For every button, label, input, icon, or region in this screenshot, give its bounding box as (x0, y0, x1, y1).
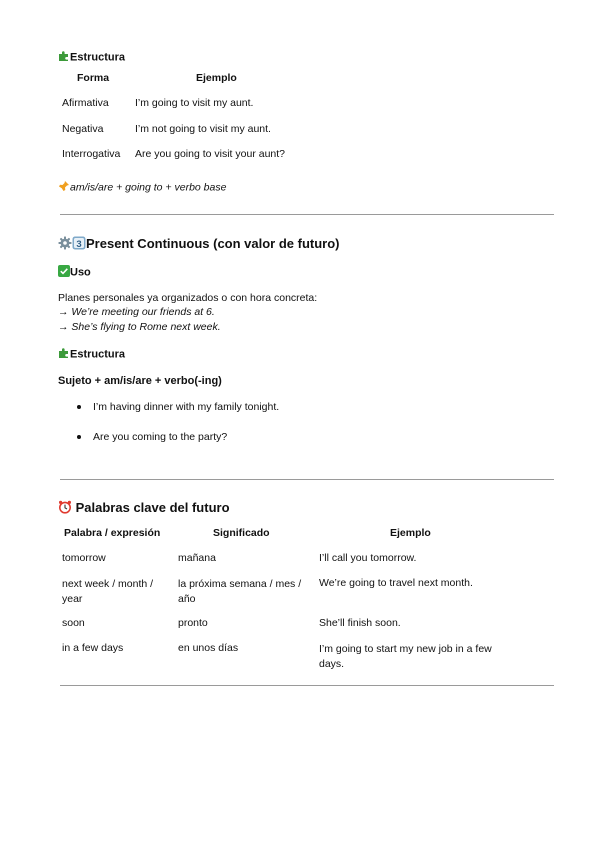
check-mark-icon (58, 265, 70, 280)
table-cell-example: She’ll finish soon. (319, 617, 401, 629)
bullet-dot (77, 435, 81, 439)
table-cell-example: I’m going to visit my aunt. (135, 97, 254, 109)
table-cell-example: I’m not going to visit my aunt. (135, 123, 271, 135)
example-line: → She’s flying to Rome next week. (58, 321, 221, 333)
keycap-3-icon (72, 236, 86, 253)
table-cell-example: I’m going to start my new job in a few days. (319, 643, 492, 670)
puzzle-icon (58, 50, 70, 65)
table-cell-form: Afirmativa (62, 97, 109, 109)
svg-text:3: 3 (76, 238, 82, 250)
uso-text: Planes personales ya organizados o con hora concreta: (58, 292, 318, 304)
bullet-dot (77, 405, 81, 409)
table-cell-form: Negativa (62, 123, 104, 135)
list-item: I’m having dinner with my family tonight. (93, 401, 280, 413)
section2-title: 3 Present Continuous (con valor de futuro) (58, 236, 340, 253)
example-line: → We’re meeting our friends at 6. (58, 306, 215, 318)
table-header-significado: Significado (213, 527, 270, 539)
puzzle-icon (58, 347, 70, 362)
uso-heading: Uso (58, 265, 91, 280)
divider (60, 214, 554, 215)
pushpin-icon (58, 180, 70, 195)
section1-heading: Estructura (58, 50, 125, 65)
table-cell-word: next week / month / year (62, 578, 154, 605)
table-cell-form: Interrogativa (62, 148, 121, 160)
estructura-heading: Estructura (58, 347, 125, 362)
table-cell-meaning: mañana (178, 552, 216, 564)
table-header-palabra: Palabra / expresión (64, 527, 161, 539)
alarm-clock-icon (58, 500, 72, 517)
gear-icon (58, 236, 72, 253)
table-cell-example: We’re going to travel next month. (319, 577, 473, 589)
divider (60, 685, 554, 686)
table-cell-meaning: en unos días (178, 642, 239, 654)
structure-formula: Sujeto + am/is/are + verbo(-ing) (58, 375, 222, 387)
table-cell-word: soon (62, 617, 85, 629)
table-header-ejemplo: Ejemplo (196, 72, 237, 84)
table-cell-example: Are you going to visit your aunt? (135, 148, 286, 160)
table-cell-word: tomorrow (62, 552, 106, 564)
table-cell-word: in a few days (62, 642, 124, 654)
table-cell-example: I’ll call you tomorrow. (319, 552, 417, 564)
table-cell-meaning: la próxima semana / mes / año (178, 578, 302, 605)
section3-title: Palabras clave del futuro (58, 500, 230, 517)
formula-line: am/is/are + going to + verbo base (58, 180, 226, 195)
table-header-ejemplo: Ejemplo (390, 527, 431, 539)
table-header-forma: Forma (77, 72, 110, 84)
list-item: Are you coming to the party? (93, 431, 228, 443)
divider (60, 479, 554, 480)
table-cell-meaning: pronto (178, 617, 208, 629)
